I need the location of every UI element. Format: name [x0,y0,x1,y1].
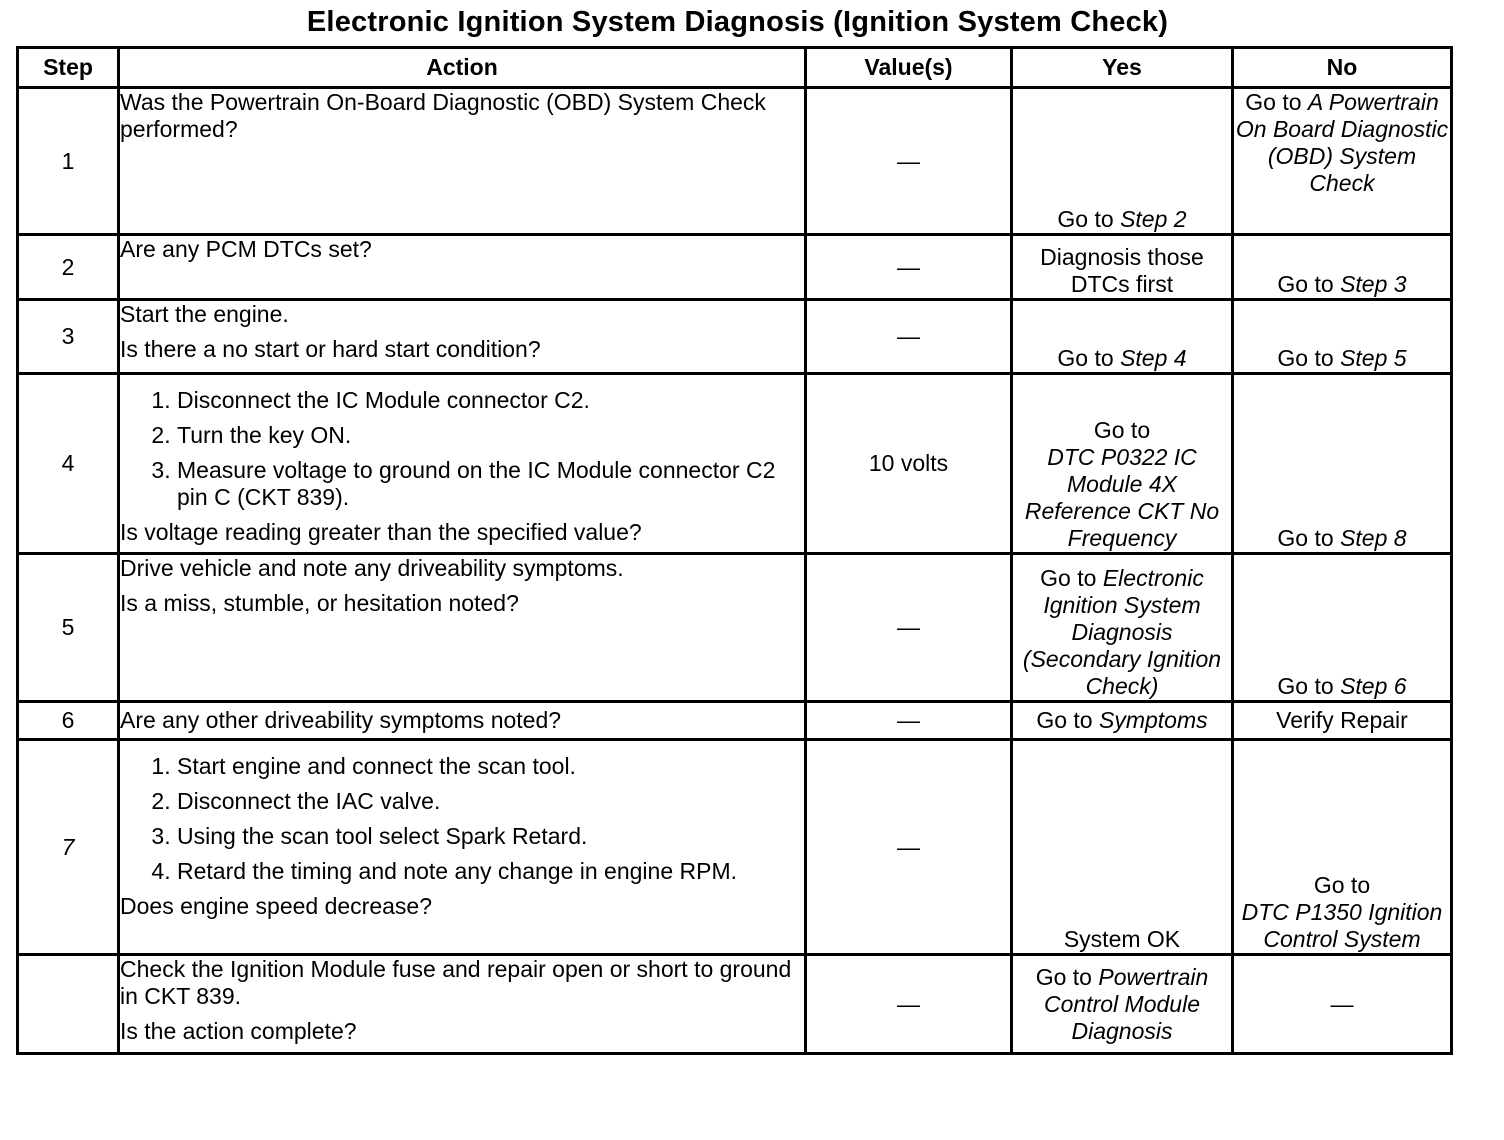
diagnosis-table [16,46,1453,1055]
action-question: Is a miss, stumble, or hesitation noted? [120,590,519,616]
table-row [18,374,1452,554]
yes-ref: Symptoms [1099,707,1208,733]
value-cell: — [806,702,1012,740]
yes-cell [1012,702,1233,740]
step-number: 5 [18,554,119,702]
yes-prefix: Go to [1036,707,1099,733]
action-cell [119,88,806,235]
action-cell [119,702,806,740]
action-text: Check the Ignition Module fuse and repair open or short to ground in CKT 839. [120,956,792,1009]
table-row [18,235,1452,300]
no-prefix: Go to [1277,271,1341,297]
no-cell [1233,235,1452,300]
action-steps-list [120,387,804,511]
yes-ref: Powertrain Control Module Diagnosis [1044,963,1209,1044]
yes-ref: Step 4 [1120,345,1187,371]
action-cell [119,955,806,1054]
step-number: 3 [18,300,119,374]
action-question: Is there a no start or hard start condition? [120,336,541,362]
no-cell [1233,554,1452,702]
no-ref: Step 8 [1340,525,1407,551]
yes-prefix: Go to [1057,345,1121,371]
step-number: 7 [18,740,119,955]
table-row [18,955,1452,1054]
header-row [18,48,1452,88]
step-number: 1 [18,88,119,235]
action-cell [119,300,806,374]
yes-cell [1012,554,1233,702]
action-question: Is voltage reading greater than the specified value? [120,519,642,545]
action-step: 1. Start engine and connect the scan tool. [177,753,804,780]
header-no: No [1233,48,1452,88]
action-text: Are any other driveability symptoms noted? [120,707,562,733]
yes-cell: Diagnosis those DTCs first [1012,235,1233,300]
no-cell [1233,88,1452,235]
value-cell: — [806,740,1012,955]
action-cell [119,374,806,554]
action-step: 3. Using the scan tool select Spark Retard. [177,823,804,850]
header-step: Step [18,48,119,88]
yes-prefix: Go to [1093,417,1151,443]
yes-prefix: Go to [1035,963,1099,990]
yes-cell [1012,300,1233,374]
no-prefix: Go to [1245,89,1308,115]
value-cell: — [806,554,1012,702]
table-row [18,88,1452,235]
no-cell [1233,374,1452,554]
no-prefix: Go to [1277,345,1341,371]
action-question: Does engine speed decrease? [120,893,433,919]
table-row [18,702,1452,740]
no-cell [1233,740,1452,955]
value-cell: — [806,88,1012,235]
yes-cell [1012,374,1233,554]
step-number: 4 [18,374,119,554]
no-prefix: Go to [1277,673,1341,699]
action-question: Is the action complete? [120,1018,357,1044]
yes-ref: Step 2 [1120,206,1187,232]
value-cell: — [806,955,1012,1054]
header-yes: Yes [1012,48,1233,88]
action-cell [119,554,806,702]
yes-prefix: Go to [1040,565,1103,591]
no-prefix: Go to [1277,525,1341,551]
no-ref: A Powertrain On Board Diagnostic (OBD) System Check [1235,89,1449,196]
action-text: Start the engine. [120,301,289,327]
no-cell: — [1233,955,1452,1054]
header-action: Action [119,48,806,88]
value-cell: — [806,300,1012,374]
page-title: Electronic Ignition System Diagnosis (Ignition System Check) [306,6,1169,38]
action-text: Are any PCM DTCs set? [120,236,372,262]
value-cell: 10 volts [806,374,1012,554]
action-cell [119,235,806,300]
yes-ref: Electronic Ignition System Diagnosis (Secondary Ignition Check) [1022,565,1222,699]
table-row [18,740,1452,955]
action-step: 4. Retard the timing and note any change in engine RPM. [177,858,804,885]
no-ref: Step 3 [1340,271,1407,297]
yes-ref: DTC P0322 IC Module 4X Reference CKT No Frequency [1024,444,1220,551]
action-step: 3. Measure voltage to ground on the IC Module connector C2 pin C (CKT 839). [177,457,804,511]
value-cell: — [806,235,1012,300]
header-values: Value(s) [806,48,1012,88]
action-cell [119,740,806,955]
no-ref: DTC P1350 Ignition Control System [1241,899,1443,952]
table-row [18,300,1452,374]
step-number [18,955,119,1054]
yes-prefix: Go to [1057,206,1121,232]
step-number: 2 [18,235,119,300]
yes-cell [1012,955,1233,1054]
action-step: 2. Disconnect the IAC valve. [177,788,804,815]
no-prefix: Go to [1313,872,1371,898]
yes-cell: System OK [1012,740,1233,955]
action-step: 2. Turn the key ON. [177,422,804,449]
action-text: Was the Powertrain On-Board Diagnostic (OBD) System Check performed? [120,89,766,142]
action-step: 1. Disconnect the IC Module connector C2. [177,387,804,414]
step-number: 6 [18,702,119,740]
no-ref: Step 5 [1340,345,1407,371]
table-row [18,554,1452,702]
action-text: Drive vehicle and note any driveability symptoms. [120,555,624,581]
action-steps-list [120,753,804,885]
yes-cell [1012,88,1233,235]
no-cell: Verify Repair [1233,702,1452,740]
no-ref: Step 6 [1340,673,1407,699]
no-cell [1233,300,1452,374]
